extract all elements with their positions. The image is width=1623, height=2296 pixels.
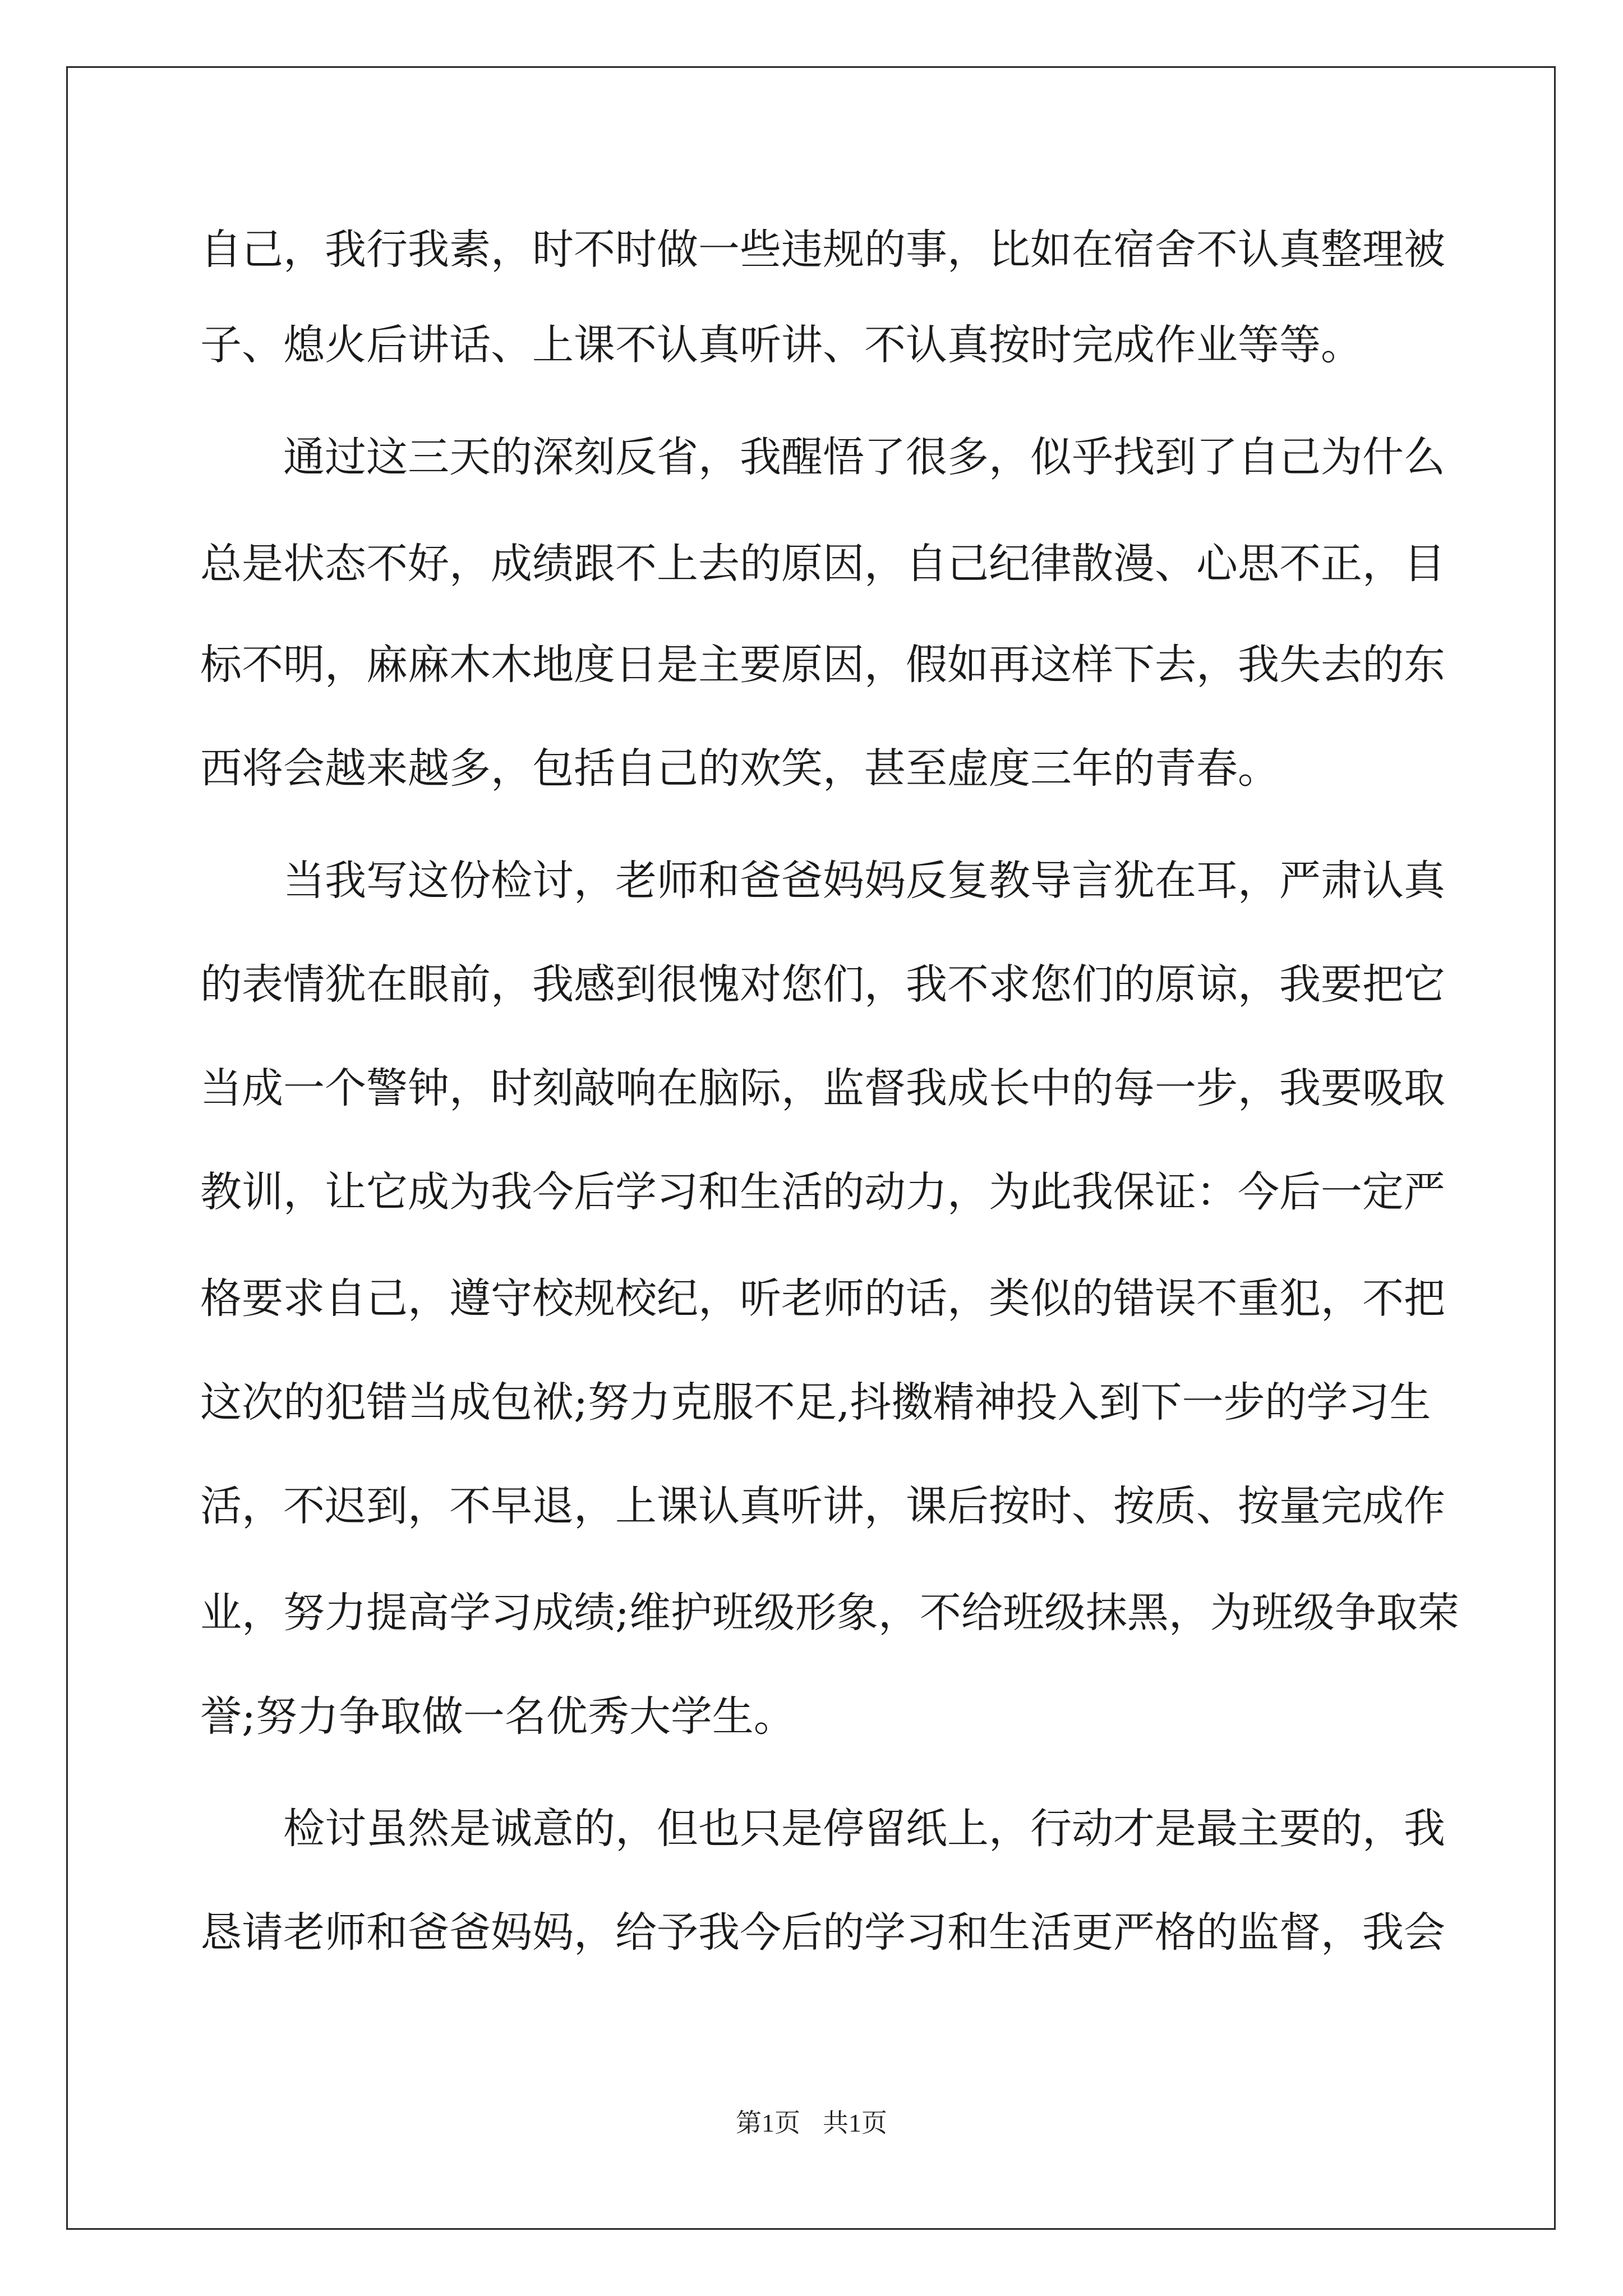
text-line: 的表情犹在眼前，我感到很愧对您们，我不求您们的原谅，我要把它 [200,960,1445,1009]
text-line: 这次的犯错当成包袱;努力克服不足,抖擞精神投入到下一步的学习生 [200,1378,1431,1427]
text-line: 当我写这份检讨，老师和爸爸妈妈反复教导言犹在耳，严肃认真 [200,857,1445,905]
text-line: 当成一个警钟，时刻敲响在脑际，监督我成长中的每一步，我要吸取 [200,1064,1445,1112]
text-line: 活，不迟到，不早退，上课认真听讲，课后按时、按质、按量完成作 [200,1482,1445,1530]
text-line: 誉;努力争取做一名优秀大学生。 [200,1692,795,1741]
page-footer [0,2106,1623,2140]
text-line: 业，努力提高学习成绩;维护班级形象，不给班级抹黑，为班级争取荣 [200,1589,1459,1637]
page-number: 第1页 [736,2109,800,2137]
text-line: 检讨虽然是诚意的，但也只是停留纸上，行动才是最主要的，我 [200,1805,1445,1853]
text-line: 标不明，麻麻木木地度日是主要原因，假如再这样下去，我失去的东 [200,641,1445,689]
text-line: 恳请老师和爸爸妈妈，给予我今后的学习和生活更严格的监督，我会 [200,1908,1445,1957]
page-total: 共1页 [823,2109,887,2137]
text-line: 通过这三天的深刻反省，我醒悟了很多，似乎找到了自己为什么 [200,433,1445,481]
text-line: 教训，让它成为我今后学习和生活的动力，为此我保证：今后一定严 [200,1168,1445,1216]
text-line: 西将会越来越多，包括自己的欢笑，甚至虚度三年的青春。 [200,744,1279,793]
text-line: 自己，我行我素，时不时做一些违规的事，比如在宿舍不认真整理被 [200,226,1445,274]
text-line: 总是状态不好，成绩跟不上去的原因，自己纪律散漫、心思不正，目 [200,540,1445,588]
text-line: 子、熄火后讲话、上课不认真听讲、不认真按时完成作业等等。 [200,321,1362,369]
text-line: 格要求自己，遵守校规校纪，听老师的话，类似的错误不重犯，不把 [200,1274,1445,1323]
